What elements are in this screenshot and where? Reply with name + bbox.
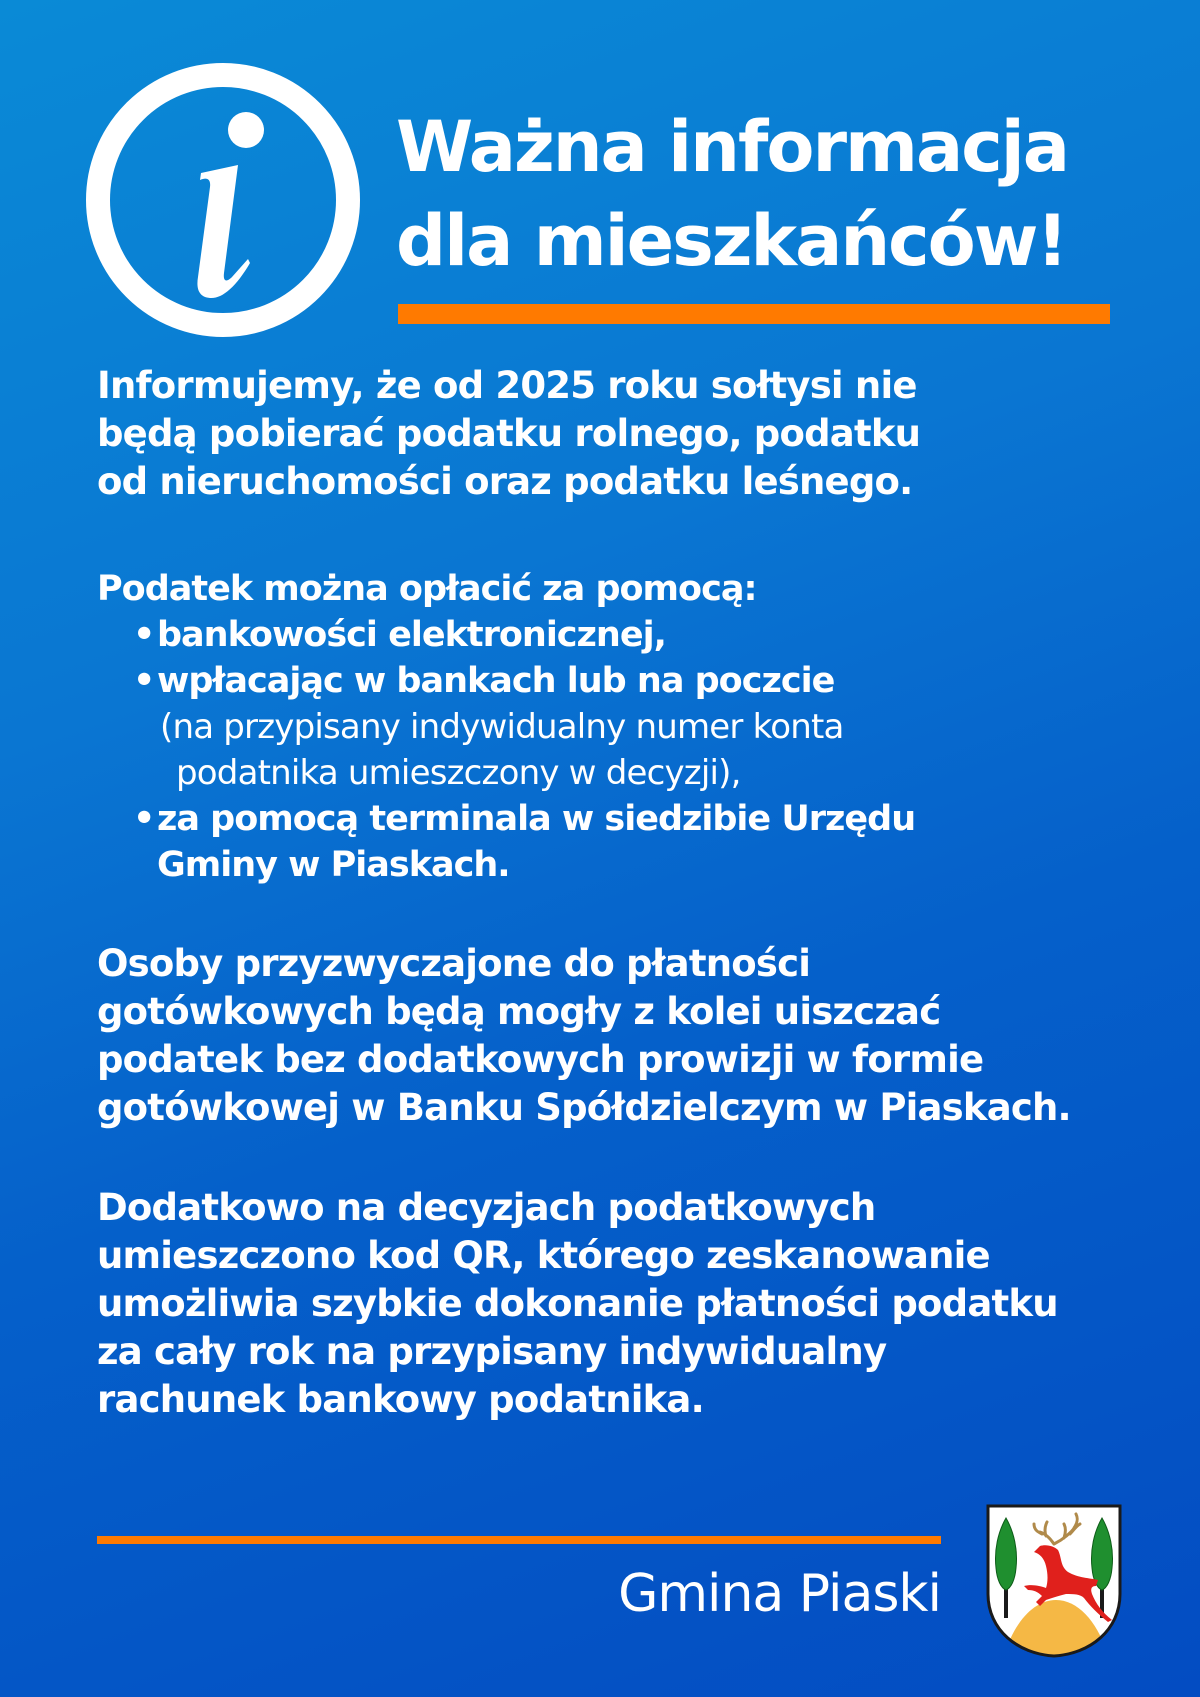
- title-line-2: dla mieszkańców!: [396, 200, 1067, 282]
- payment-method-note: (na przypisany indywidualny numer konta: [160, 707, 844, 747]
- payment-methods-section: [97, 566, 1167, 888]
- qr-code-line: rachunek bankowy podatnika.: [97, 1378, 704, 1421]
- intro-line: od nieruchomości oraz podatku leśnego.: [97, 460, 913, 503]
- intro-line: Informujemy, że od 2025 roku sołtysi nie: [97, 364, 917, 407]
- bullet-icon: •: [133, 799, 155, 839]
- payment-method-item: [97, 658, 1167, 796]
- bullet-icon: •: [133, 615, 155, 655]
- page-title: [396, 100, 1136, 288]
- payment-method-label: Gminy w Piaskach.: [157, 845, 510, 885]
- content: [97, 362, 1167, 1424]
- qr-code-line: za cały rok na przypisany indywidualny: [97, 1330, 887, 1373]
- qr-code-line: umieszczono kod QR, którego zeskanowanie: [97, 1234, 990, 1277]
- payment-method-label: wpłacając w bankach lub na poczcie: [157, 661, 835, 701]
- info-icon: [86, 63, 360, 337]
- payment-methods-heading: Podatek można opłacić za pomocą:: [97, 569, 757, 609]
- municipality-name: Gmina Piaski: [618, 1564, 941, 1624]
- title-divider: [398, 304, 1110, 324]
- cash-payment-line: gotówkowych będą mogły z kolei uiszczać: [97, 990, 941, 1033]
- cash-payment-line: podatek bez dodatkowych prowizji w formie: [97, 1038, 984, 1081]
- payment-method-note: podatnika umieszczony w decyzji),: [176, 753, 741, 793]
- qr-code-line: Dodatkowo na decyzjach podatkowych: [97, 1186, 876, 1229]
- cash-payment-line: gotówkowej w Banku Spółdzielczym w Piaskach.: [97, 1086, 1071, 1129]
- payment-methods-list: [97, 612, 1167, 888]
- qr-code-line: umożliwia szybkie dokonanie płatności podatku: [97, 1282, 1058, 1325]
- payment-method-item: [97, 796, 1167, 888]
- cash-payment-line: Osoby przyzwyczajone do płatności: [97, 942, 811, 985]
- title-line-1: Ważna informacja: [396, 106, 1068, 188]
- intro-line: będą pobierać podatku rolnego, podatku: [97, 412, 921, 455]
- payment-method-label: bankowości elektronicznej,: [157, 615, 666, 655]
- cash-payment-paragraph: [97, 940, 1167, 1132]
- payment-method-label: za pomocą terminala w siedzibie Urzędu: [157, 799, 916, 839]
- intro-paragraph: [97, 362, 1167, 506]
- payment-method-item: [97, 612, 1167, 658]
- bullet-icon: •: [133, 661, 155, 701]
- qr-code-paragraph: [97, 1184, 1167, 1424]
- footer-divider: [97, 1536, 941, 1544]
- coat-of-arms-icon: [984, 1502, 1124, 1660]
